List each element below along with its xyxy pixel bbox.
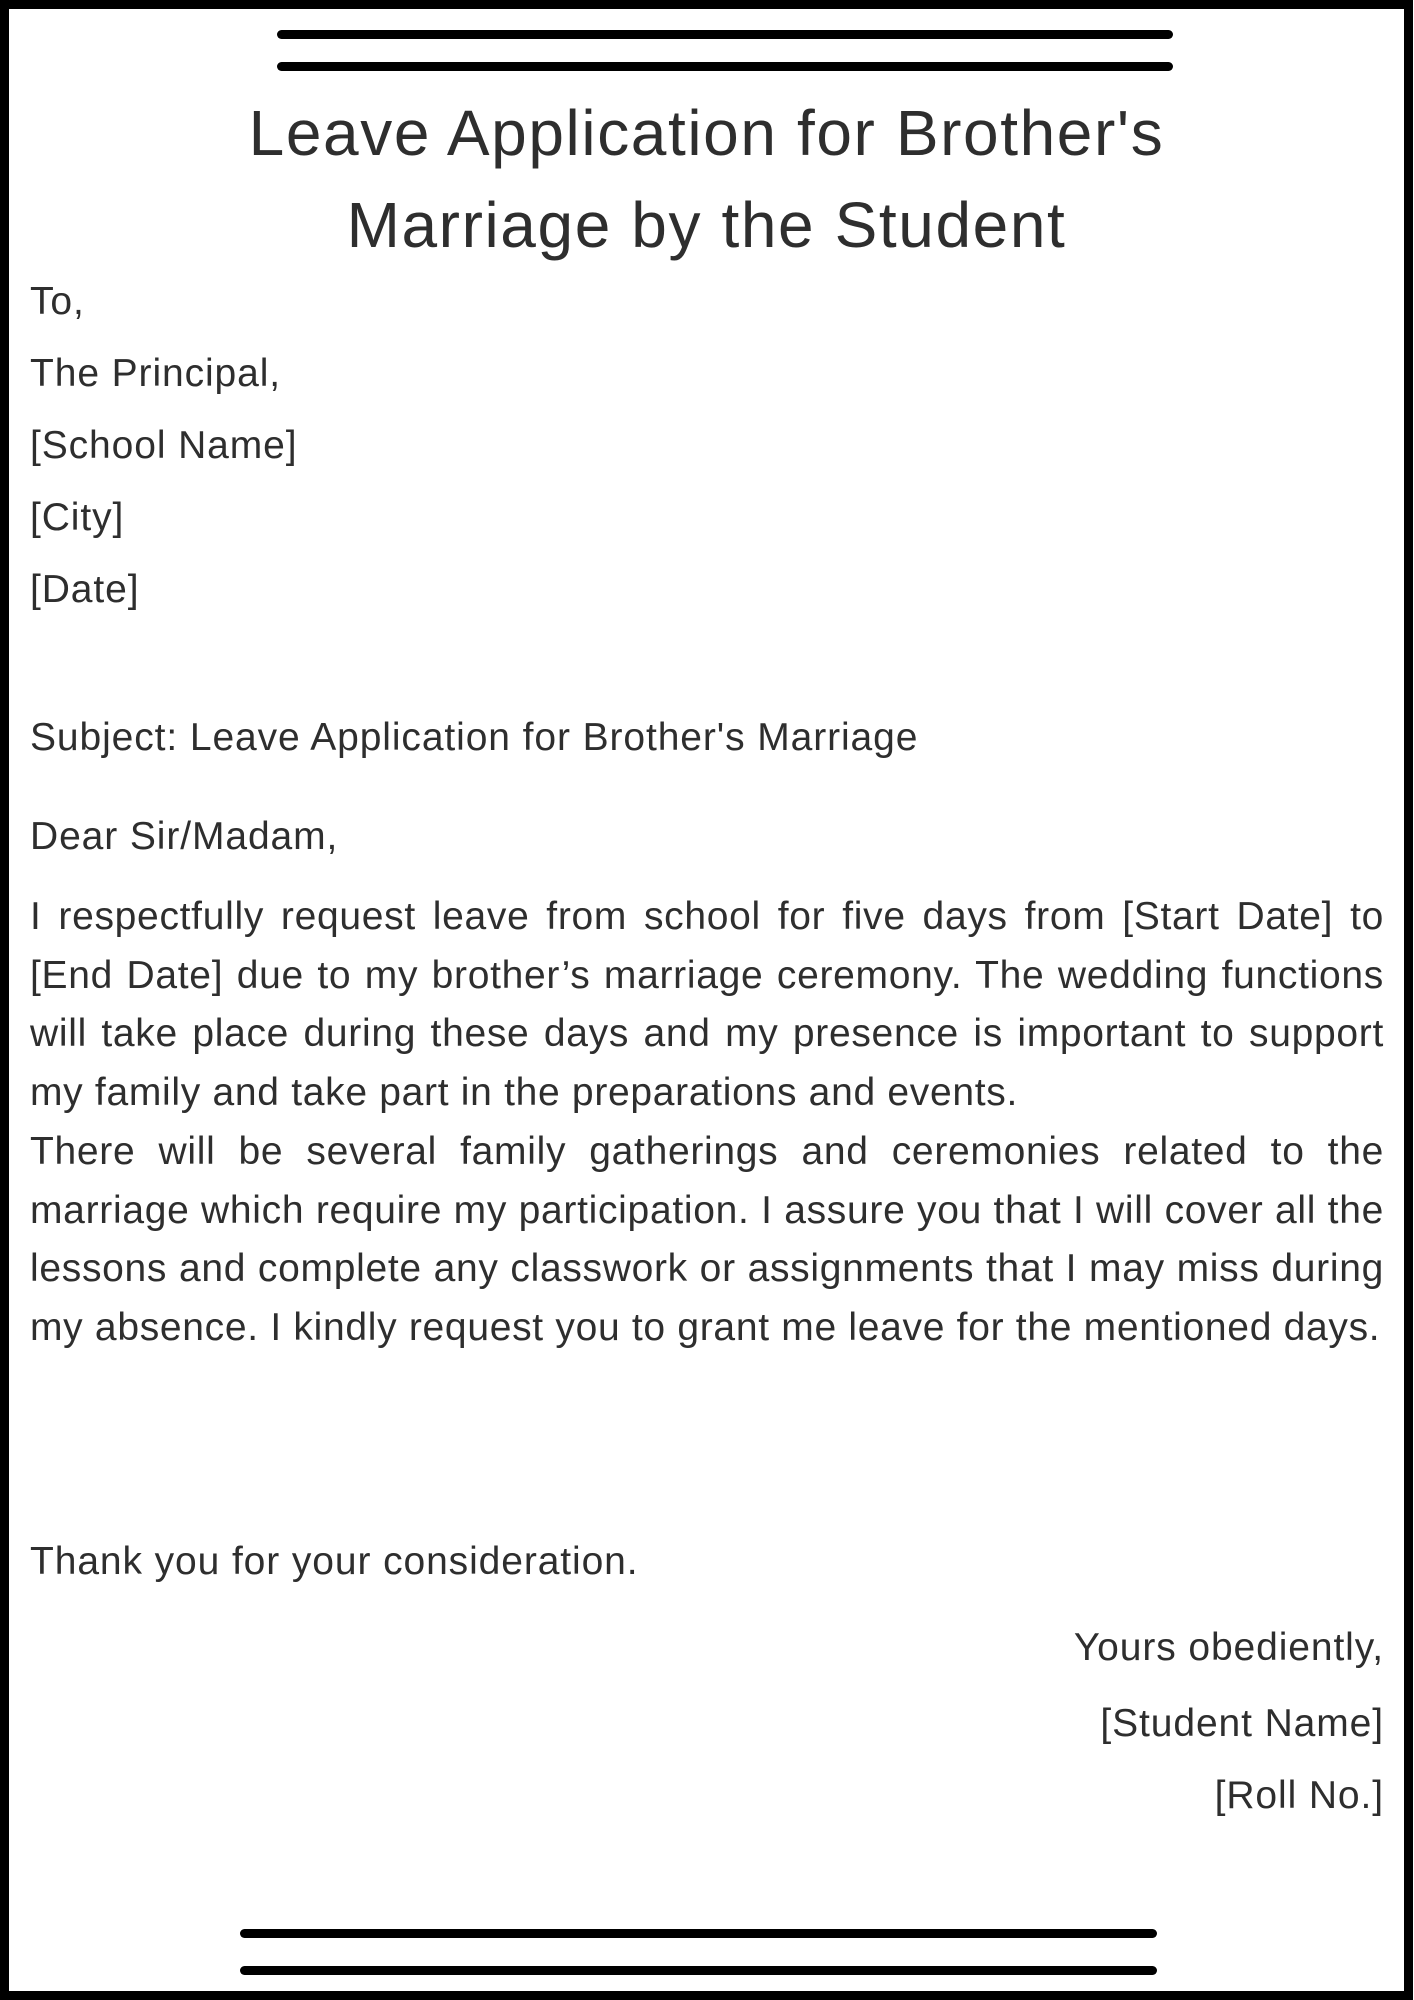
thanks-line: Thank you for your consideration. — [30, 1540, 639, 1583]
bottom-decorative-rule-2 — [240, 1966, 1157, 1975]
body-paragraph-1: I respectfully request leave from school for five days from [Start Date] to [End Date] due to my brother’s marriage ceremony. The wedding functions will take place during these days and my presence is important to support my family and take part in the preparations and events. — [30, 895, 1384, 1115]
letter-date: [Date] — [30, 568, 140, 611]
top-decorative-rule-1 — [277, 30, 1173, 39]
bottom-decorative-rule-1 — [240, 1929, 1157, 1938]
top-decorative-rule-2 — [277, 62, 1173, 71]
signature-closing: Yours obediently, — [1073, 1626, 1384, 1669]
title-line-1: Leave Application for Brother's — [248, 97, 1165, 169]
recipient-city: [City] — [30, 496, 125, 539]
subject-line: Subject: Leave Application for Brother's Marriage — [30, 716, 919, 759]
page-title — [0, 87, 1413, 271]
title-line-2: Marriage by the Student — [346, 189, 1067, 261]
letter-body — [30, 888, 1384, 1358]
recipient-designation: The Principal, — [30, 352, 282, 395]
recipient-to: To, — [30, 280, 85, 323]
body-paragraph-2: There will be several family gatherings and ceremonies related to the marriage which require my participation. I assure you that I will cover all the lessons and complete any classwork or assignments that I may miss during my absence. I kindly request you to grant me leave for the mentioned days. — [30, 1129, 1384, 1349]
salutation: Dear Sir/Madam, — [30, 815, 339, 858]
signature-roll-number: [Roll No.] — [1214, 1774, 1384, 1817]
recipient-school: [School Name] — [30, 424, 298, 467]
signature-student-name: [Student Name] — [1100, 1702, 1384, 1745]
recipient-address-block — [30, 266, 298, 626]
